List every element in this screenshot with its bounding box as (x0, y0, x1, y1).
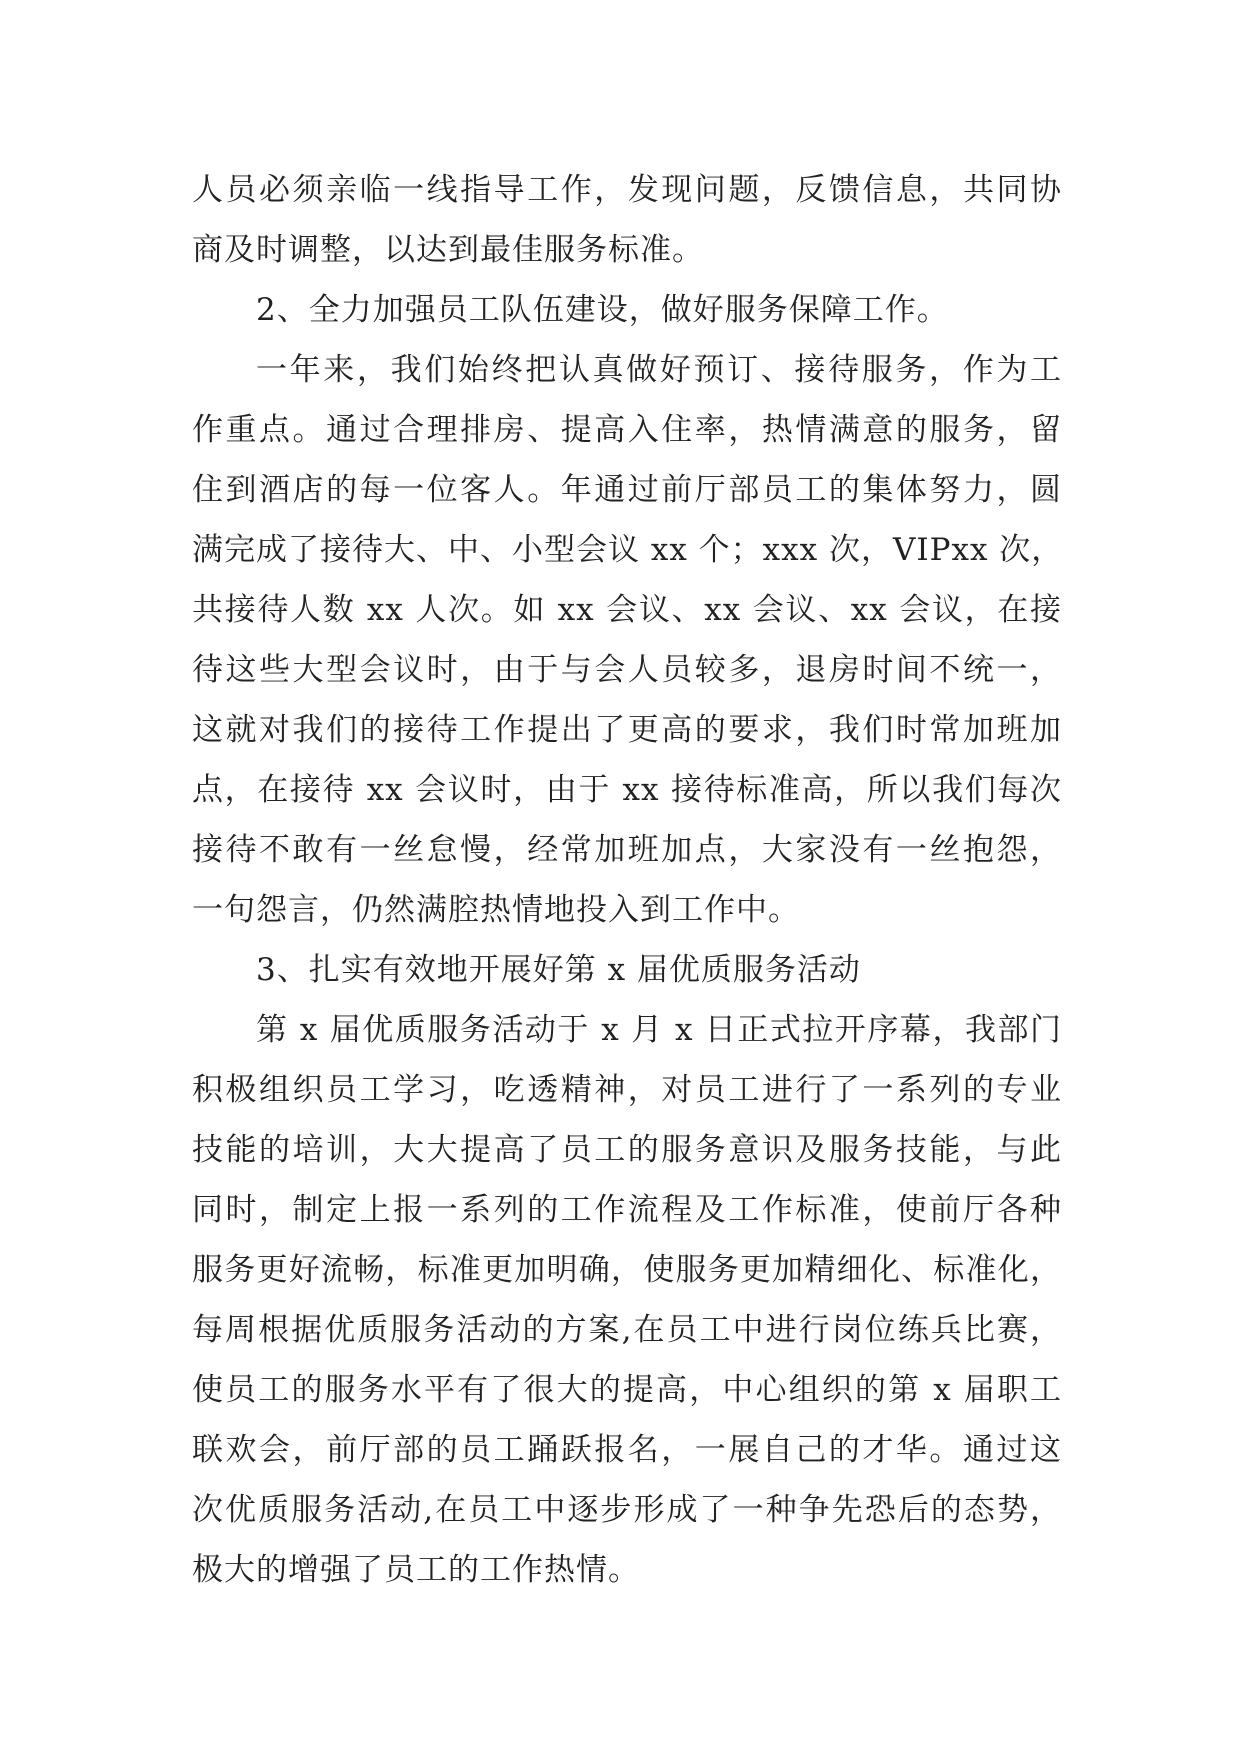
text-line: 商及时调整，以达到最佳服务标准。 (192, 232, 704, 268)
text-line: 待这些大型会议时，由于与会人员较多，退房时间不统一， (192, 652, 1062, 688)
text-line: 次优质服务活动,在员工中逐步形成了一种争先恐后的态势， (192, 1492, 1062, 1528)
text-line: 同时，制定上报一系列的工作流程及工作标准，使前厅各种 (192, 1192, 1062, 1228)
text-line: 人员必须亲临一线指导工作，发现问题，反馈信息，共同协 (192, 172, 1062, 208)
text-line: 技能的培训，大大提高了员工的服务意识及服务技能，与此 (192, 1132, 1062, 1168)
text-line: 住到酒店的每一位客人。年通过前厅部员工的集体努力，圆 (192, 472, 1062, 508)
text-line: 点，在接待 xx 会议时，由于 xx 接待标准高，所以我们每次 (192, 772, 1062, 808)
document-body (192, 160, 1062, 1600)
section-heading: 2、全力加强员工队伍建设，做好服务保障工作。 (256, 292, 949, 328)
text-line: 使员工的服务水平有了很大的提高，中心组织的第 x 届职工 (192, 1372, 1062, 1408)
text-line: 积极组织员工学习，吃透精神，对员工进行了一系列的专业 (192, 1072, 1062, 1108)
text-line: 满完成了接待大、中、小型会议 xx 个；xxx 次，VIPxx 次， (192, 532, 1064, 568)
text-line: 共接待人数 xx 人次。如 xx 会议、xx 会议、xx 会议，在接 (192, 592, 1062, 628)
text-line: 第 x 届优质服务活动于 x 月 x 日正式拉开序幕，我部门 (256, 1012, 1062, 1048)
text-line: 作重点。通过合理排房、提高入住率，热情满意的服务，留 (192, 412, 1062, 448)
text-line: 接待不敢有一丝怠慢，经常加班加点，大家没有一丝抱怨， (192, 832, 1062, 868)
text-line: 服务更好流畅，标准更加明确，使服务更加精细化、标准化， (192, 1252, 1062, 1288)
text-line: 联欢会，前厅部的员工踊跃报名，一展自己的才华。通过这 (192, 1432, 1062, 1468)
text-line: 极大的增强了员工的工作热情。 (192, 1552, 640, 1588)
text-line: 每周根据优质服务活动的方案,在员工中进行岗位练兵比赛， (192, 1312, 1062, 1348)
text-line: 这就对我们的接待工作提出了更高的要求，我们时常加班加 (192, 712, 1062, 748)
section-heading: 3、扎实有效地开展好第 x 届优质服务活动 (256, 952, 861, 988)
text-line: 一年来，我们始终把认真做好预订、接待服务，作为工 (256, 352, 1062, 388)
text-line: 一句怨言，仍然满腔热情地投入到工作中。 (192, 892, 800, 928)
